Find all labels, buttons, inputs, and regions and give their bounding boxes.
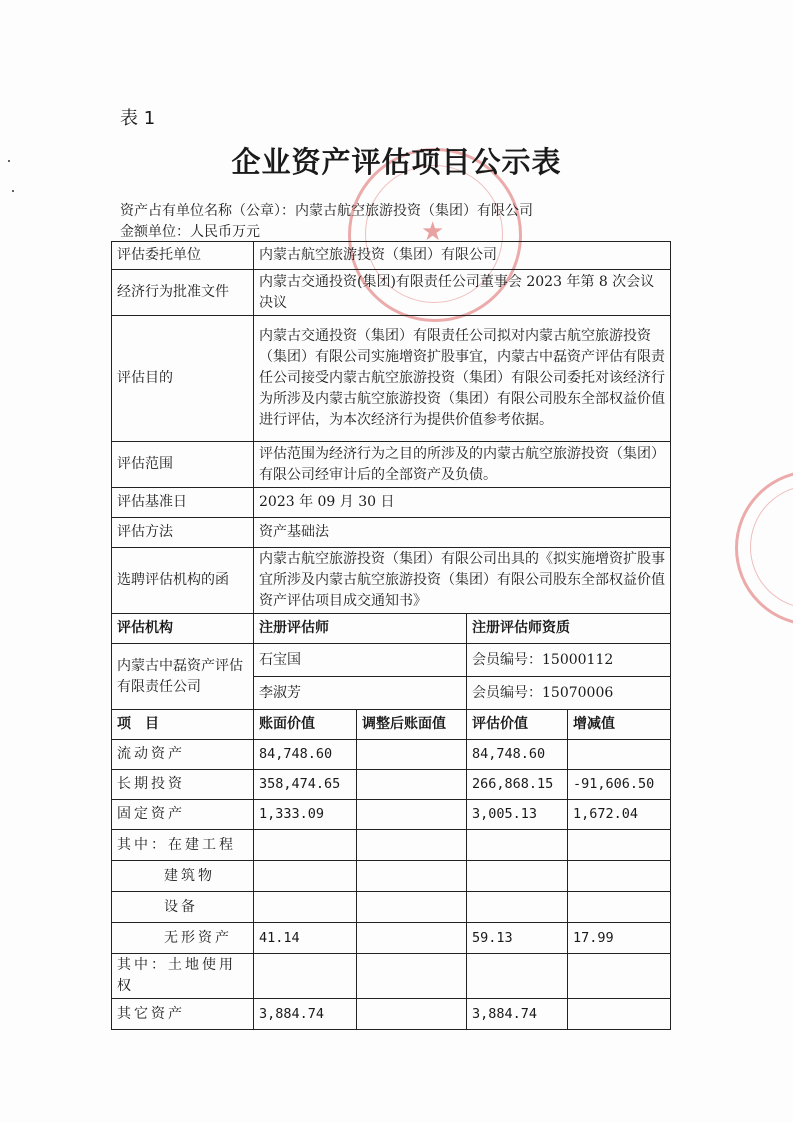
item-cell: 固定资产: [112, 800, 254, 830]
item-header: 项 目: [112, 710, 254, 740]
info-row: [112, 442, 671, 488]
info-label: 选聘评估机构的函: [112, 548, 254, 614]
appraised-value-cell: 266,868.15: [467, 770, 568, 800]
book-value-cell: 1,333.09: [254, 800, 357, 830]
book-value-cell: 41.14: [254, 923, 357, 954]
book-value-cell: [254, 830, 357, 861]
appraiser-qualification: 会员编号：15070006: [467, 677, 671, 710]
info-label: 评估委托单位: [112, 242, 254, 270]
change-cell: 1,672.04: [568, 800, 671, 830]
info-row: [112, 548, 671, 614]
item-cell: 无形资产: [112, 923, 254, 954]
info-label: 评估方法: [112, 518, 254, 548]
appraised-value-header: 评估价值: [467, 710, 568, 740]
item-cell: 其中：在建工程: [112, 830, 254, 861]
change-cell: [568, 740, 671, 770]
appraised-value-cell: [467, 954, 568, 999]
table-row: [112, 954, 671, 999]
unit-line: 金额单位：人民币万元: [120, 224, 260, 240]
adjusted-value-cell: [357, 830, 467, 861]
owner-line: 资产占有单位名称（公章）：内蒙古航空旅游投资（集团）有限公司: [120, 203, 533, 219]
info-value: 内蒙古交通投资(集团)有限责任公司董事会 2023 年第 8 次会议决议: [254, 270, 671, 316]
change-cell: [568, 999, 671, 1030]
seal-star-icon: ★: [421, 217, 445, 247]
item-cell: 其它资产: [112, 999, 254, 1030]
appraised-value-cell: 3,005.13: [467, 800, 568, 830]
adjusted-value-cell: [357, 892, 467, 923]
adjusted-value-header: 调整后账面值: [357, 710, 467, 740]
appraiser-header-row: [112, 614, 671, 644]
appraiser-name: 石宝国: [254, 644, 467, 677]
appraised-value-cell: [467, 892, 568, 923]
info-row: [112, 242, 671, 270]
qualification-header: 注册评估师资质: [467, 614, 671, 644]
appraised-value-cell: [467, 861, 568, 892]
info-label: 经济行为批准文件: [112, 270, 254, 316]
book-value-cell: [254, 861, 357, 892]
adjusted-value-cell: [357, 740, 467, 770]
info-row: [112, 316, 671, 442]
appraiser-org: 内蒙古中磊资产评估有限责任公司: [112, 644, 254, 710]
item-cell: 流动资产: [112, 740, 254, 770]
appraised-value-cell: 3,884.74: [467, 999, 568, 1030]
info-value: 内蒙古交通投资（集团）有限责任公司拟对内蒙古航空旅游投资（集团）有限公司实施增资扩股事宜，内蒙古中磊资产评估有限责任公司接受内蒙古航空旅游投资（集团）有限公司委托对该经济行为所涉及内蒙古航空旅游投资（集团）有限公司股东全部权益价值进行评估，为本次经济行为提供价值参考依据。: [254, 316, 671, 442]
table-row: [112, 861, 671, 892]
adjusted-value-cell: [357, 999, 467, 1030]
adjusted-value-cell: [357, 770, 467, 800]
appraiser-row: [112, 644, 671, 677]
info-row: [112, 270, 671, 316]
page-title: 企业资产评估项目公示表: [231, 145, 562, 179]
adjusted-value-cell: [357, 954, 467, 999]
table-row: [112, 740, 671, 770]
info-value: 内蒙古航空旅游投资（集团）有限公司出具的《拟实施增资扩股事宜所涉及内蒙古航空旅游投资（集团）有限公司股东全部权益价值资产评估项目成交通知书》: [254, 548, 671, 614]
item-cell: 其中：土地使用权: [112, 954, 254, 999]
book-value-cell: 3,884.74: [254, 999, 357, 1030]
org-header: 评估机构: [112, 614, 254, 644]
appraised-value-cell: 84,748.60: [467, 740, 568, 770]
appraised-value-cell: [467, 830, 568, 861]
appraiser-name: 李淑芳: [254, 677, 467, 710]
change-header: 增减值: [568, 710, 671, 740]
table-row: [112, 830, 671, 861]
adjusted-value-cell: [357, 861, 467, 892]
table-label: 表 1: [120, 108, 156, 129]
change-cell: [568, 954, 671, 999]
table-row: [112, 770, 671, 800]
book-value-header: 账面价值: [254, 710, 357, 740]
book-value-cell: 84,748.60: [254, 740, 357, 770]
info-row: [112, 518, 671, 548]
appraised-value-cell: 59.13: [467, 923, 568, 954]
adjusted-value-cell: [357, 923, 467, 954]
info-row: [112, 488, 671, 518]
scan-speck: [12, 190, 14, 192]
change-cell: [568, 861, 671, 892]
change-cell: -91,606.50: [568, 770, 671, 800]
info-label: 评估范围: [112, 442, 254, 488]
table-row: [112, 999, 671, 1030]
info-value: 评估范围为经济行为之目的所涉及的内蒙古航空旅游投资（集团）有限公司经审计后的全部资产及负债。: [254, 442, 671, 488]
item-cell: 设备: [112, 892, 254, 923]
table-row: [112, 800, 671, 830]
change-cell: 17.99: [568, 923, 671, 954]
table-row: [112, 923, 671, 954]
assessment-table: [111, 241, 671, 1030]
change-cell: [568, 892, 671, 923]
change-cell: [568, 830, 671, 861]
book-value-cell: [254, 954, 357, 999]
appraiser-header: 注册评估师: [254, 614, 467, 644]
adjusted-value-cell: [357, 800, 467, 830]
value-header-row: [112, 710, 671, 740]
info-value: 内蒙古航空旅游投资（集团）有限公司: [254, 242, 671, 270]
info-label: 评估基准日: [112, 488, 254, 518]
info-value: 2023 年 09 月 30 日: [254, 488, 671, 518]
item-cell: 建筑物: [112, 861, 254, 892]
appraiser-qualification: 会员编号：15000112: [467, 644, 671, 677]
appraiser-seal-stamp: [735, 470, 793, 626]
table-row: [112, 892, 671, 923]
book-value-cell: 358,474.65: [254, 770, 357, 800]
book-value-cell: [254, 892, 357, 923]
item-cell: 长期投资: [112, 770, 254, 800]
info-label: 评估目的: [112, 316, 254, 442]
info-value: 资产基础法: [254, 518, 671, 548]
